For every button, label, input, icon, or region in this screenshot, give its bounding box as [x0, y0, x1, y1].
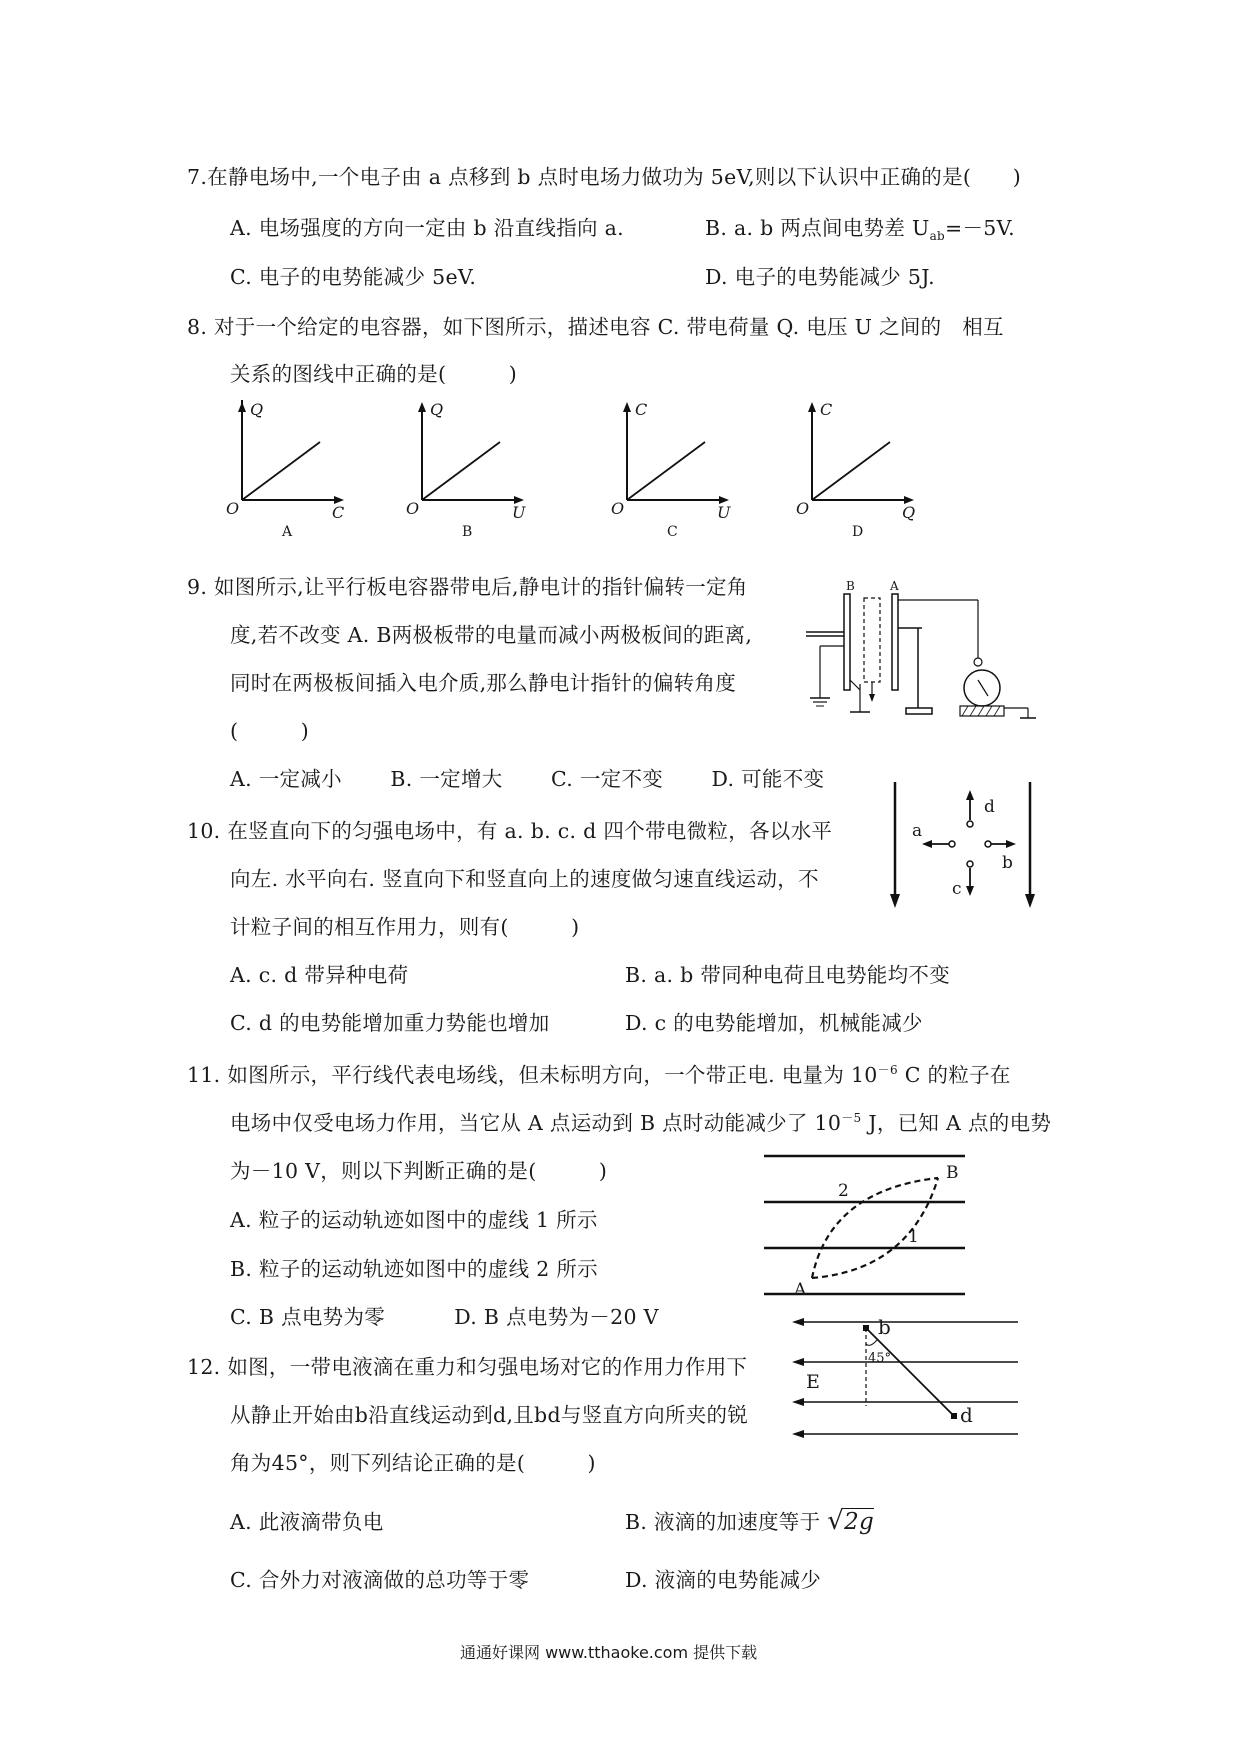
- q9-fig-label-b: B: [846, 579, 855, 593]
- q11-field-lines-figure: [760, 1150, 980, 1300]
- q11-label-a: A: [794, 1280, 807, 1300]
- q9-options: A. 一定减小 B. 一定增大 C. 一定不变 D. 可能不变: [230, 767, 825, 791]
- q9-stem-line1: 9. 如图所示,让平行板电容器带电后,静电计的指针偏转一定角: [187, 575, 748, 599]
- q8-a-origin: O: [226, 499, 240, 518]
- q10-stem-line3: 计粒子间的相互作用力，则有( ): [230, 915, 580, 939]
- q9-stem-line3: 同时在两极板间插入电介质,那么静电计指针的偏转角度: [230, 671, 737, 695]
- q11-stem-line3: 为－10 V，则以下判断正确的是( ): [230, 1159, 608, 1183]
- q10-label-d: d: [984, 797, 995, 817]
- q7-option-d: D. 电子的电势能减少 5J.: [705, 265, 935, 289]
- q8-c-origin: O: [611, 499, 625, 518]
- q8-b-y-label: Q: [430, 400, 444, 419]
- q12-stem-line3: 角为45°，则下列结论正确的是( ): [230, 1451, 596, 1475]
- q7-stem: 7.在静电场中,一个电子由 a 点移到 b 点时电场力做功为 5eV,则以下认识中正确的是( ): [187, 165, 1022, 189]
- q9-stem-line2: 度,若不改变 A. B两极板带的电量而减小两极板间的距离,: [230, 623, 753, 647]
- q12-option-b-math: 2g: [844, 1509, 875, 1535]
- q12-stem-line1: 12. 如图，一带电液滴在重力和匀强电场对它的作用力作用下: [187, 1355, 748, 1379]
- q7-option-c: C. 电子的电势能减少 5eV.: [230, 265, 477, 289]
- q9-fig-label-a: A: [890, 579, 899, 593]
- q8-graph-d: [790, 400, 920, 540]
- q8-stem-line1: 8. 对于一个给定的电容器，如下图所示，描述电容 C. 带电荷量 Q. 电压 U 之间的 相互: [187, 315, 1004, 339]
- q8-d-x-label: Q: [902, 503, 916, 522]
- q8-d-y-label: C: [820, 400, 833, 419]
- q12-option-b: B. 液滴的加速度等于 √2g: [625, 1506, 875, 1536]
- q12-option-c: C. 合外力对液滴做的总功等于零: [230, 1568, 530, 1592]
- q10-option-a: A. c. d 带异种电荷: [230, 963, 409, 987]
- q12-field-figure: [790, 1310, 1030, 1440]
- q8-d-origin: O: [796, 499, 810, 518]
- q10-stem-line1: 10. 在竖直向下的匀强电场中，有 a. b. c. d 四个带电微粒，各以水平: [187, 819, 833, 843]
- q10-label-b: b: [1002, 853, 1013, 873]
- q7-option-a: A. 电场强度的方向一定由 b 沿直线指向 a.: [230, 216, 624, 240]
- q8-c-label: C: [667, 524, 678, 540]
- q8-b-label: B: [462, 524, 473, 540]
- q10-field-figure: [890, 780, 1040, 920]
- q9-stem-line4: ( ): [230, 719, 309, 743]
- q11-option-b: B. 粒子的运动轨迹如图中的虚线 2 所示: [230, 1257, 598, 1281]
- q8-graph-c: [605, 400, 735, 540]
- q12-label-b: b: [878, 1315, 891, 1339]
- q8-stem-line2: 关系的图线中正确的是( ): [230, 362, 517, 386]
- q10-label-c: c: [952, 879, 962, 899]
- q12-option-d: D. 液滴的电势能减少: [625, 1568, 822, 1592]
- q8-c-x-label: U: [717, 503, 731, 522]
- q8-b-origin: O: [406, 499, 420, 518]
- q10-option-b: B. a. b 带同种电荷且电势能均不变: [625, 963, 950, 987]
- q11-stem-line2: 电场中仅受电场力作用，当它从 A 点运动到 B 点时动能减少了 $10^{-5}$ J，已知 A 点的电势: [230, 1111, 1052, 1135]
- q11-label-2: 2: [838, 1181, 849, 1201]
- q10-stem-line2: 向左. 水平向右. 竖直向下和竖直向上的速度做匀速直线运动，不: [230, 867, 819, 891]
- q8-graph-b: [400, 400, 530, 540]
- q11-stem-line1: 11. 如图所示，平行线代表电场线，但未标明方向，一个带正电. 电量为 $10^{-6}$ C 的粒子在: [187, 1063, 1011, 1087]
- q8-a-label: A: [282, 524, 293, 540]
- q12-angle-label: 45°: [868, 1351, 892, 1366]
- q8-a-y-label: Q: [250, 400, 264, 419]
- q8-d-label: D: [852, 524, 864, 540]
- q8-b-x-label: U: [512, 503, 526, 522]
- q9-capacitor-figure: [800, 580, 1050, 720]
- q12-stem-line2: 从静止开始由b沿直线运动到d,且bd与竖直方向所夹的锐: [230, 1403, 749, 1427]
- page-footer: 通通好课网 www.tthaoke.com 提供下载: [460, 1643, 758, 1662]
- q12-label-e: E: [806, 1371, 820, 1393]
- q12-label-d: d: [960, 1403, 973, 1427]
- q8-graph-a: [220, 400, 350, 540]
- q10-option-c: C. d 的电势能增加重力势能也增加: [230, 1011, 550, 1035]
- q12-option-a: A. 此液滴带负电: [230, 1510, 384, 1534]
- q11-option-a: A. 粒子的运动轨迹如图中的虚线 1 所示: [230, 1208, 598, 1232]
- q7-option-b: B. a. b 两点间电势差 $U_{ab}=-5V$.: [705, 216, 1015, 244]
- q11-option-cd: C. B 点电势为零 D. B 点电势为－20 V: [230, 1305, 659, 1329]
- q11-label-b: B: [946, 1163, 959, 1183]
- q8-a-x-label: C: [332, 503, 345, 522]
- sqrt-sign: √: [827, 1506, 845, 1536]
- q8-c-y-label: C: [635, 400, 648, 419]
- q10-option-d: D. c 的电势能增加，机械能减少: [625, 1011, 923, 1035]
- q10-label-a: a: [912, 821, 923, 841]
- q11-label-1: 1: [908, 1227, 919, 1247]
